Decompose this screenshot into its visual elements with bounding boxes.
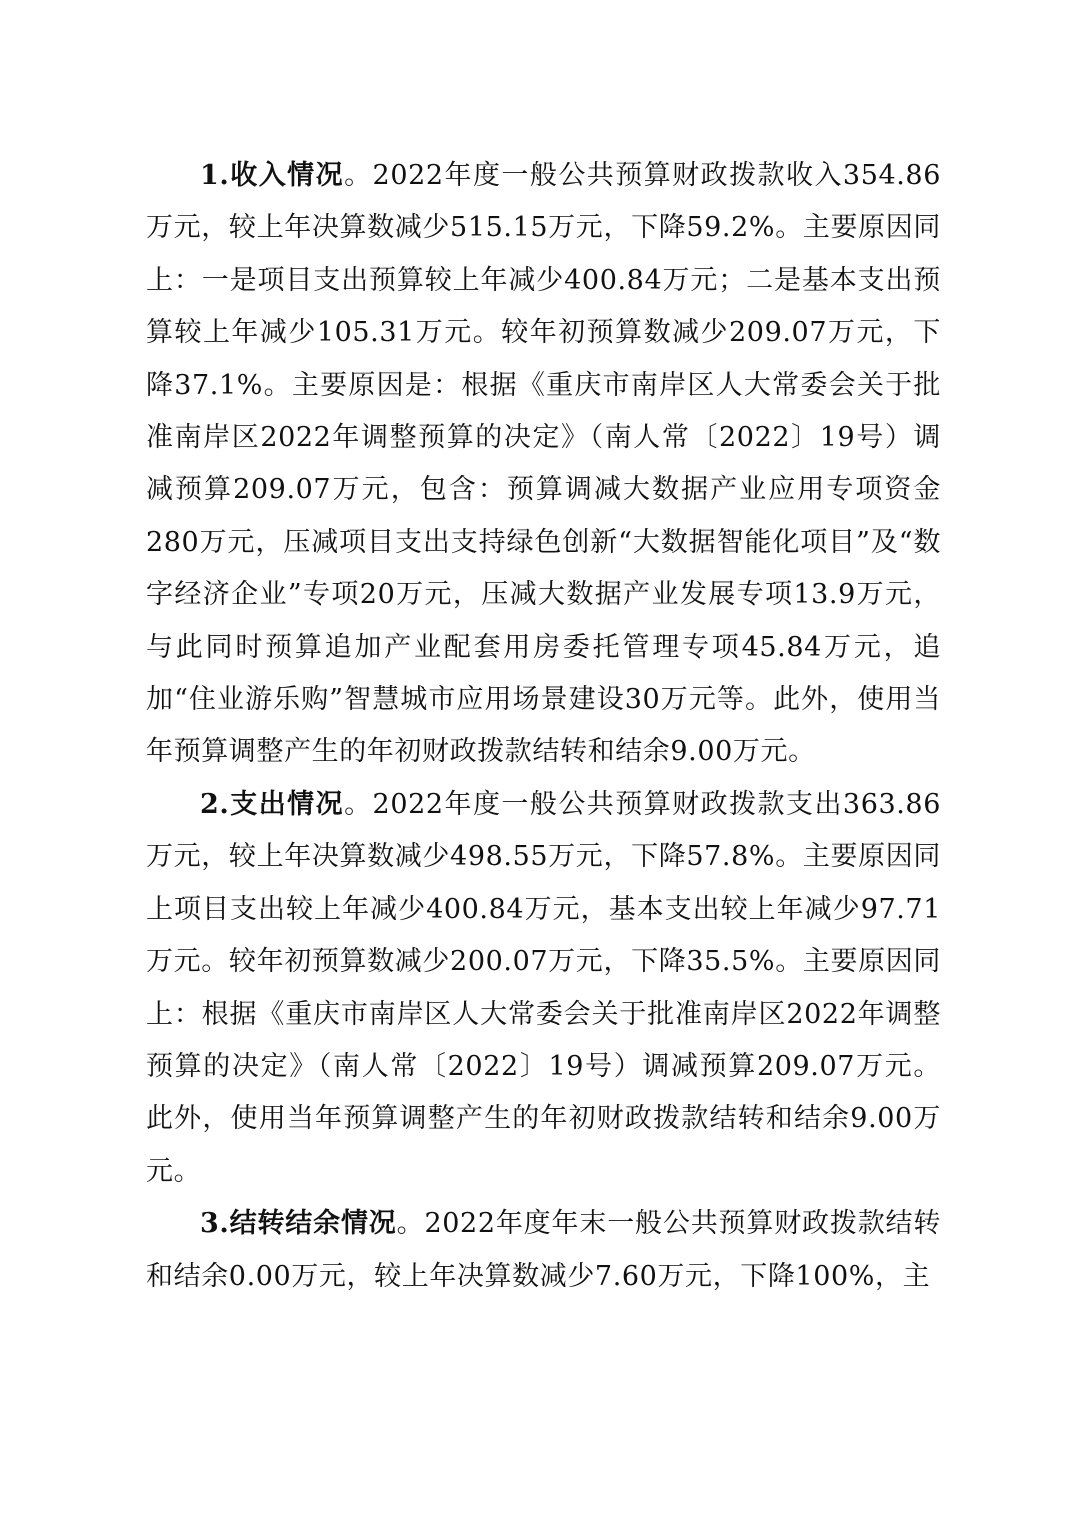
section-text-expenditure: 。2022年度一般公共预算财政拨款支出363.86万元，较上年决算数减少498.55万元，下降57.8%。主要原因同上项目支出较上年减少400.84万元，基本支出较上年减少97.71万元。较年初预算数减少200.07万元，下降35.5%。主要原因同上：根据《重庆市南岸区人大常委会关于批准南岸区2022年调整预算的决定》（南人常〔2022〕19号）调减预算209.07万元。此外，使用当年预算调整产生的年初财政拨款结转和结余9.00万元。 <box>146 788 941 1187</box>
paragraph-expenditure <box>146 779 941 1198</box>
document-body <box>146 150 941 1303</box>
paragraph-carryover <box>146 1198 941 1303</box>
section-text-carryover: 。2022年度年末一般公共预算财政拨款结转和结余0.00万元，较上年决算数减少7.60万元，下降100%，主 <box>146 1208 941 1292</box>
section-heading-carryover: 3.结转结余情况 <box>200 1208 397 1240</box>
section-text-income: 。2022年度一般公共预算财政拨款收入354.86万元，较上年决算数减少515.15万元，下降59.2%。主要原因同上：一是项目支出预算较上年减少400.84万元；二是基本支出预算较上年减少105.31万元。较年初预算数减少209.07万元，下降37.1%。主要原因是：根据《重庆市南岸区人大常委会关于批准南岸区2022年调整预算的决定》（南人常〔2022〕19号）调减预算209.07万元，包含：预算调减大数据产业应用专项资金280万元，压减项目支出支持绿色创新“大数据智能化项目”及“数字经济企业”专项20万元，压减大数据产业发展专项13.9万元，与此同时预算追加产业配套用房委托管理专项45.84万元，追加“住业游乐购”智慧城市应用场景建设30万元等。此外，使用当年预算调整产生的年初财政拨款结转和结余9.00万元。 <box>146 160 941 768</box>
section-heading-expenditure: 2.支出情况 <box>200 788 345 820</box>
section-heading-income: 1.收入情况 <box>200 160 345 191</box>
paragraph-income <box>146 150 941 779</box>
